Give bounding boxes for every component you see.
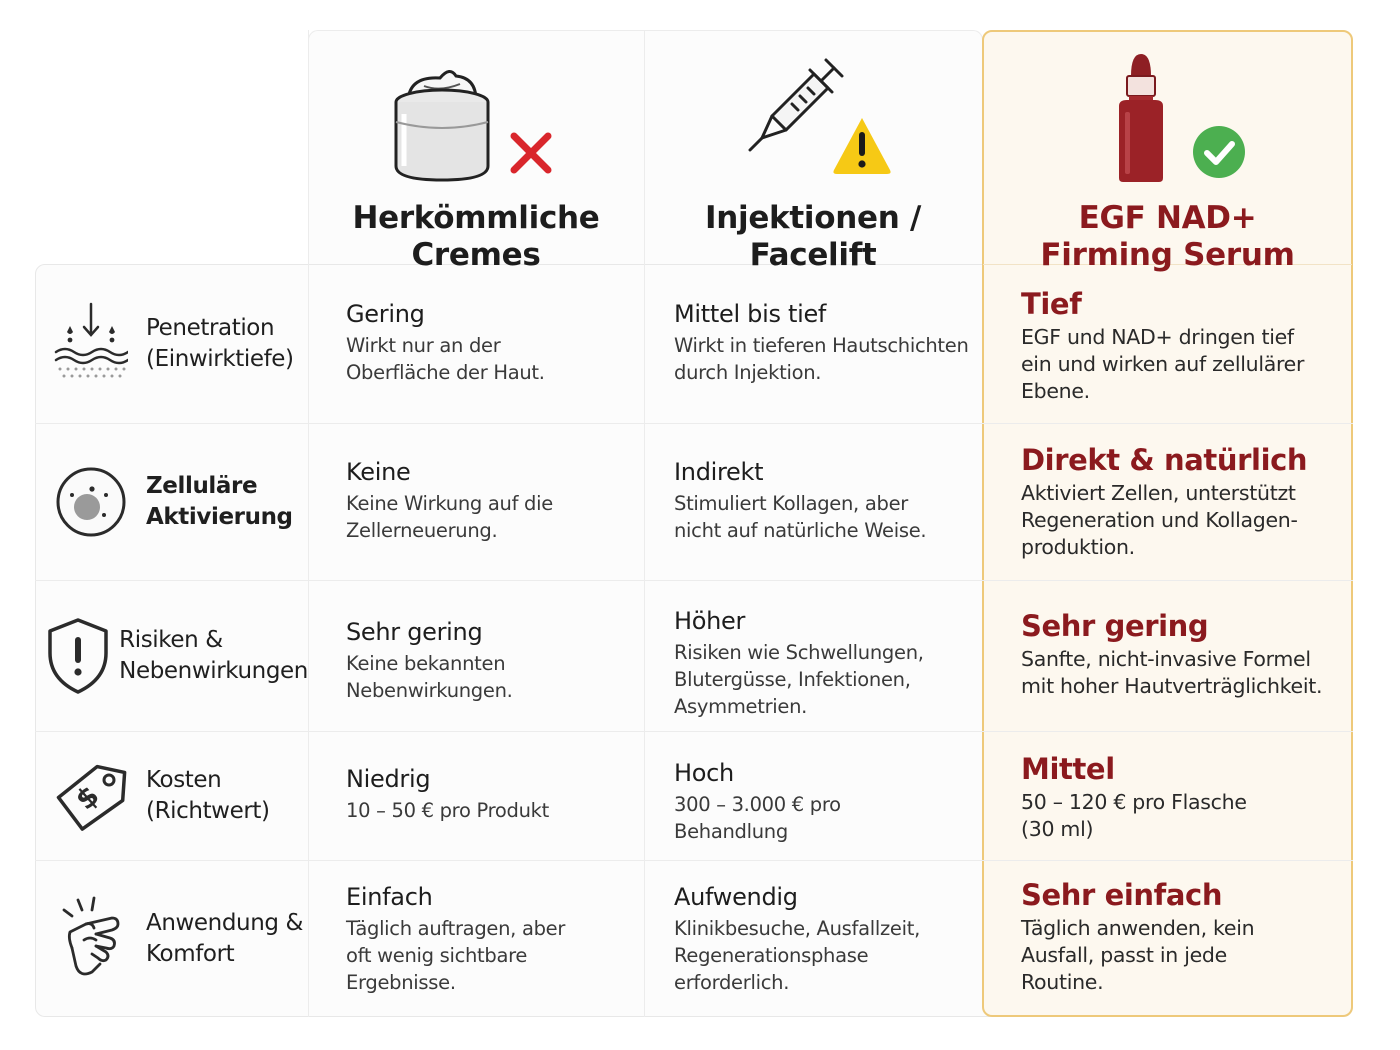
cell-serum-costs	[983, 751, 1352, 843]
column-header-injections	[644, 30, 982, 273]
column-title: Injektionen / Facelift	[705, 200, 921, 273]
cell-heading: Sehr einfach	[1021, 878, 1223, 912]
cell-text: 50 – 120 € pro Flasche (30 ml)	[1021, 790, 1247, 841]
row-label-text: Kosten (Richtwert)	[146, 766, 270, 824]
row-label-costs	[36, 731, 308, 860]
cell-text: Keine Wirkung auf die Zellerneuerung.	[346, 492, 553, 542]
warning-triangle-icon	[833, 118, 890, 174]
cell-serum-penetration	[983, 286, 1352, 405]
cell-text: Keine bekannten Nebenwirkungen.	[346, 652, 513, 702]
cell-heading: Hoch	[674, 759, 734, 787]
cell-text: Aktiviert Zellen, unterstützt Regeneration und Kollagen- produktion.	[1021, 481, 1298, 559]
green-check-icon	[1193, 126, 1245, 178]
row-label-text: Anwendung & Komfort	[146, 909, 304, 967]
column-header-serum	[983, 30, 1352, 273]
cell-injections-risks	[636, 605, 982, 720]
row-label-activation	[36, 423, 308, 580]
svg-text:$: $	[69, 778, 106, 817]
cell-creams-usage	[308, 881, 644, 996]
cell-injections-costs	[636, 757, 982, 845]
cell-text: EGF und NAD+ dringen tief ein und wirken auf zellulärer Ebene.	[1021, 325, 1305, 403]
column-title: EGF NAD+ Firming Serum	[1040, 200, 1295, 273]
row-label-usage	[36, 860, 308, 1017]
cell-heading: Indirekt	[674, 458, 764, 486]
cell-injections-usage	[636, 881, 982, 996]
row-label-penetration	[36, 264, 308, 423]
cell-text: Klinikbesuche, Ausfallzeit, Regenerationsphase erforderlich.	[674, 917, 920, 994]
cream-jar-icon	[308, 52, 644, 192]
cell-injections-penetration	[636, 298, 982, 386]
row-label-text: Penetration (Einwirktiefe)	[146, 314, 294, 372]
cell-heading: Mittel bis tief	[674, 300, 827, 328]
serum-dropper-bottle-icon	[983, 52, 1352, 192]
cell-heading: Gering	[346, 300, 425, 328]
column-header-creams	[308, 30, 644, 273]
finger-snap-icon	[56, 894, 126, 984]
red-x-icon	[514, 136, 548, 170]
cell-heading: Sehr gering	[1021, 609, 1209, 643]
cell-creams-costs	[308, 763, 644, 824]
cell-heading: Höher	[674, 607, 746, 635]
cell-heading: Direkt & natürlich	[1021, 443, 1308, 477]
price-tag-icon	[53, 758, 129, 834]
shield-warning-icon	[46, 617, 110, 695]
cell-text: Täglich auftragen, aber oft wenig sichtbare Ergebnisse.	[346, 917, 566, 994]
cell-heading: Aufwendig	[674, 883, 798, 911]
cell-text: Wirkt nur an der Oberfläche der Haut.	[346, 334, 545, 384]
row-label-risks	[36, 580, 308, 731]
cell-creams-penetration	[308, 298, 644, 386]
syringe-icon	[644, 52, 982, 192]
cell-heading: Mittel	[1021, 752, 1115, 786]
cell-text: Sanfte, nicht-invasive Formel mit hoher Hautverträglichkeit.	[1021, 647, 1323, 698]
cell-text: 300 – 3.000 € pro Behandlung	[674, 793, 841, 843]
cell-serum-activation	[983, 442, 1352, 561]
cell-text: Wirkt in tieferen Hautschichten durch Injektion.	[674, 334, 969, 384]
cell-creams-activation	[308, 456, 644, 544]
cell-text: 10 – 50 € pro Produkt	[346, 799, 549, 822]
cell-heading: Sehr gering	[346, 618, 483, 646]
cell-text: Risiken wie Schwellungen, Blutergüsse, Infektionen, Asymmetrien.	[674, 641, 924, 718]
row-label-text: Risiken & Nebenwirkungen	[119, 626, 308, 684]
column-title: Herkömmliche Cremes	[352, 200, 600, 273]
cell-icon	[54, 465, 128, 539]
cell-creams-risks	[308, 616, 644, 704]
cell-serum-usage	[983, 877, 1352, 996]
cell-injections-activation	[636, 456, 982, 544]
cell-heading: Tief	[1021, 287, 1082, 321]
skin-penetration-icon	[54, 302, 128, 386]
cell-heading: Keine	[346, 458, 411, 486]
cell-text: Täglich anwenden, kein Ausfall, passt in jede Routine.	[1021, 916, 1255, 994]
cell-text: Stimuliert Kollagen, aber nicht auf natürliche Weise.	[674, 492, 927, 542]
cell-serum-risks	[983, 608, 1352, 700]
row-label-text: Zelluläre Aktivierung	[146, 472, 293, 530]
cell-heading: Einfach	[346, 883, 433, 911]
cell-heading: Niedrig	[346, 765, 431, 793]
